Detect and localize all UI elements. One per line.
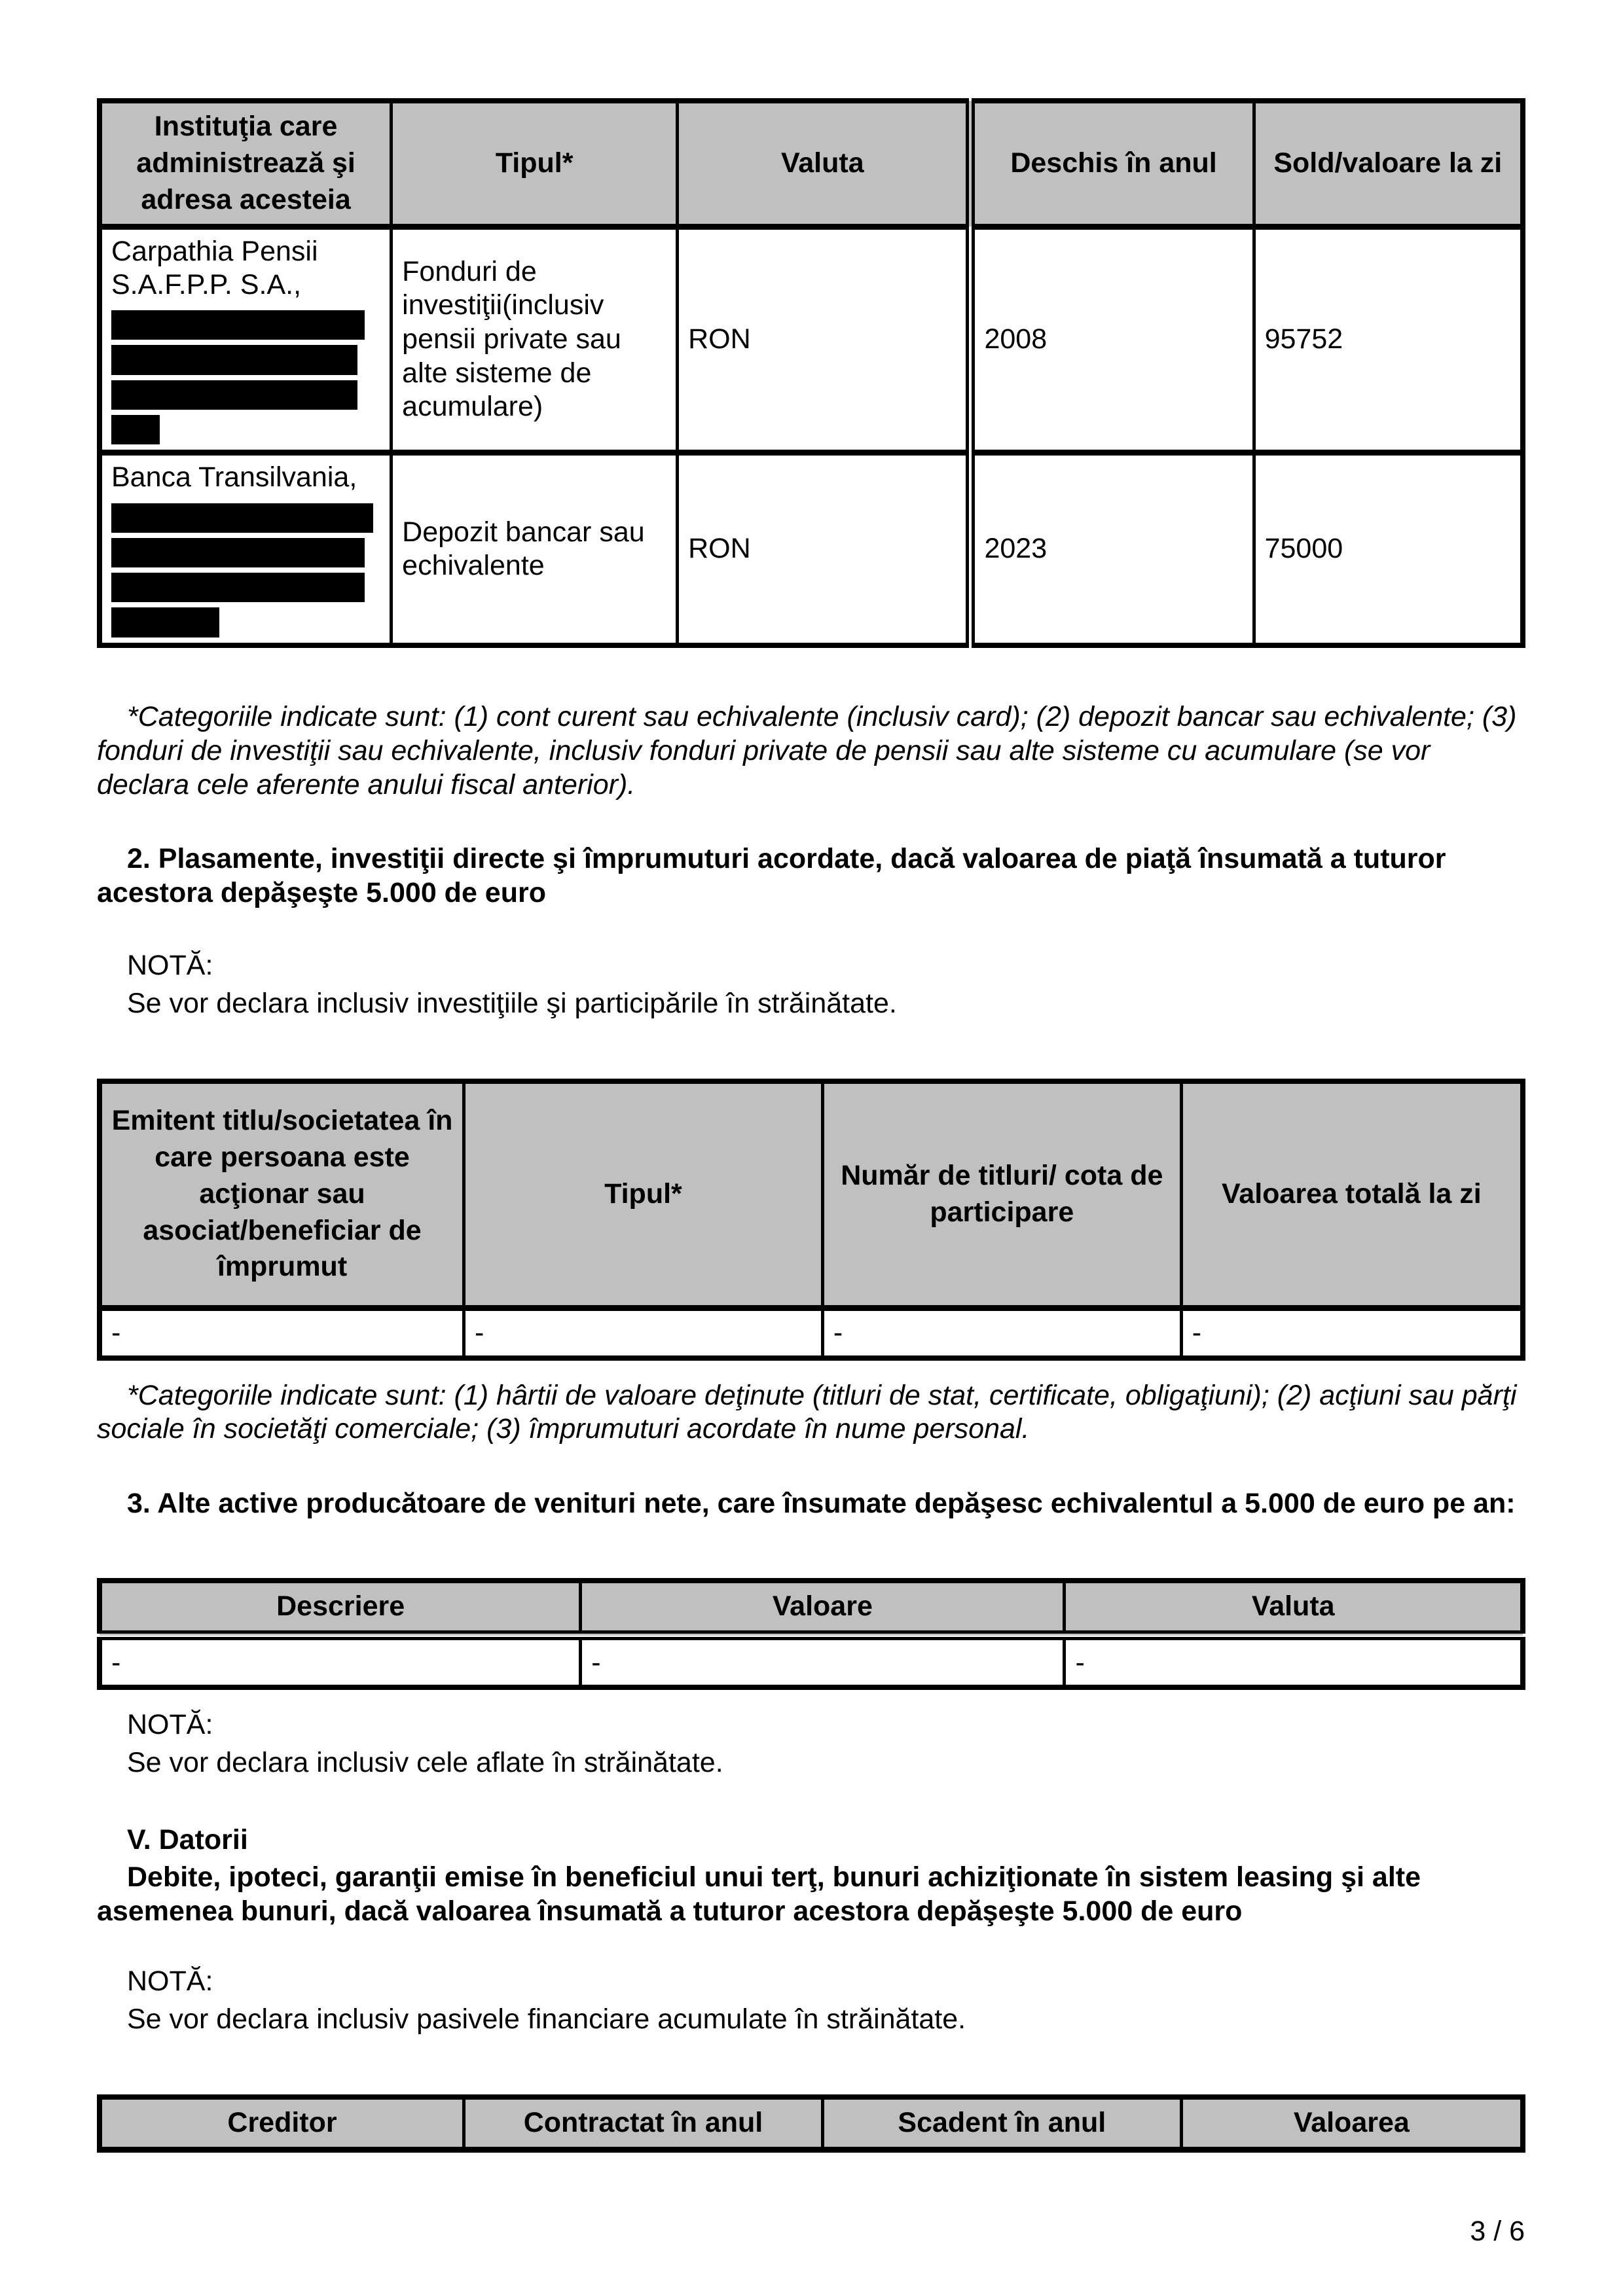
page-indicator: 3 / 6 bbox=[1470, 2215, 1525, 2247]
other-assets-col-currency: Valuta bbox=[1065, 1581, 1523, 1636]
cell-value: - bbox=[581, 1636, 1065, 1688]
section-3-note bbox=[97, 1708, 1525, 1780]
cell-currency: - bbox=[1065, 1636, 1523, 1688]
other-assets-table bbox=[97, 1578, 1525, 1690]
cell-institution bbox=[100, 452, 392, 645]
accounts-col-type: Tipul* bbox=[392, 101, 678, 226]
section-5-heading: Debite, ipoteci, garanţii emise în beneficiul unui terţ, bunuri achiziţionate în sistem leasing şi alte asemenea bunuri, dacă valoarea însumată a tuturor acestora depăşeşte 5.000 de euro bbox=[97, 1861, 1421, 1927]
accounts-footnote: *Categoriile indicate sunt: (1) cont curent sau echivalente (inclusiv card); (2) depozit bancar sau echivalente; (3) fonduri de investiţii sau echivalente, inclusiv fonduri private de pensii sau alte sisteme cu acumulare (se vor declara cele aferente anului fiscal anterior). bbox=[97, 701, 1517, 800]
accounts-col-currency: Valuta bbox=[678, 101, 971, 226]
section-5 bbox=[97, 1823, 1525, 1929]
cell-opened-year: 2023 bbox=[970, 452, 1254, 645]
section-5-note bbox=[97, 1965, 1525, 2036]
accounts-table bbox=[97, 98, 1525, 648]
investments-col-total-value: Valoarea totală la zi bbox=[1181, 1081, 1523, 1308]
section-2-heading: 2. Plasamente, investiţii directe şi împrumuturi acordate, dacă valoarea de piaţă însumată a tuturor acestora depăşeşte 5.000 de euro bbox=[97, 843, 1446, 908]
section-2-note bbox=[97, 949, 1525, 1020]
accounts-col-institution: Instituţia care administrează şi adresa acesteia bbox=[100, 101, 392, 226]
redaction-bar bbox=[111, 503, 373, 533]
note-text: Se vor declara inclusiv pasivele financiare acumulate în străinătate. bbox=[127, 2003, 966, 2035]
investments-row-empty bbox=[100, 1308, 1523, 1358]
redaction-bar bbox=[111, 573, 365, 602]
investments-table-header-row bbox=[100, 1081, 1523, 1308]
investments-footnote: *Categoriile indicate sunt: (1) hârtii de valoare deţinute (titluri de stat, certificate, obligaţiuni); (2) acţiuni sau părţi sociale în societăţi comerciale; (3) împrumuturi acordate în nume personal. bbox=[97, 1379, 1517, 1445]
accounts-col-opened-year: Deschis în anul bbox=[970, 101, 1254, 226]
cell-currency: RON bbox=[678, 452, 971, 645]
cell-opened-year: 2008 bbox=[970, 226, 1254, 452]
cell-balance: 95752 bbox=[1254, 226, 1523, 452]
cell-type: - bbox=[464, 1308, 823, 1358]
investments-col-issuer: Emitent titlu/societatea în care persoana este acţionar sau asociat/beneficiar de împrumut bbox=[100, 1081, 464, 1308]
accounts-row-2 bbox=[100, 452, 1523, 645]
cell-type: Fonduri de investiţii(inclusiv pensii private sau alte sisteme de acumulare) bbox=[392, 226, 678, 452]
cell-balance: 75000 bbox=[1254, 452, 1523, 645]
cell-institution bbox=[100, 226, 392, 452]
cell-type: Depozit bancar sau echivalente bbox=[392, 452, 678, 645]
note-label: NOTĂ: bbox=[127, 950, 213, 982]
redaction-bar bbox=[111, 415, 160, 444]
note-text: Se vor declara inclusiv cele aflate în străinătate. bbox=[127, 1746, 723, 1778]
other-assets-header-row bbox=[100, 1581, 1523, 1636]
debts-table bbox=[97, 2094, 1525, 2153]
section-3-heading: 3. Alte active producătoare de venituri nete, care însumate depăşesc echivalentul a 5.000 de euro pe an: bbox=[127, 1487, 1516, 1519]
institution-name: Carpathia Pensii S.A.F.P.P. S.A., bbox=[111, 235, 318, 301]
other-assets-col-description: Descriere bbox=[100, 1581, 581, 1636]
debts-col-due-year: Scadent în anul bbox=[822, 2097, 1181, 2150]
investments-table bbox=[97, 1079, 1525, 1361]
redaction-bar bbox=[111, 538, 365, 567]
institution-name: Banca Transilvania, bbox=[111, 461, 357, 493]
redaction-bar bbox=[111, 380, 357, 410]
other-assets-col-value: Valoare bbox=[581, 1581, 1065, 1636]
redaction-bar bbox=[111, 345, 357, 375]
redaction-bar bbox=[111, 607, 219, 637]
debts-table-header-row bbox=[100, 2097, 1523, 2150]
cell-titles: - bbox=[822, 1308, 1181, 1358]
note-label: NOTĂ: bbox=[127, 1709, 213, 1741]
accounts-table-header-row bbox=[100, 101, 1523, 226]
redaction-bar bbox=[111, 310, 365, 340]
cell-issuer: - bbox=[100, 1308, 464, 1358]
cell-description: - bbox=[100, 1636, 581, 1688]
debts-col-creditor: Creditor bbox=[100, 2097, 464, 2150]
cell-total-value: - bbox=[1181, 1308, 1523, 1358]
note-text: Se vor declara inclusiv investiţiile şi participările în străinătate. bbox=[127, 988, 897, 1020]
investments-col-titles: Număr de titluri/ cota de participare bbox=[822, 1081, 1181, 1308]
section-5-title: V. Datorii bbox=[127, 1823, 248, 1856]
debts-col-value: Valoarea bbox=[1181, 2097, 1523, 2150]
investments-col-type: Tipul* bbox=[464, 1081, 823, 1308]
debts-col-contracted-year: Contractat în anul bbox=[464, 2097, 823, 2150]
cell-currency: RON bbox=[678, 226, 971, 452]
other-assets-row-empty bbox=[100, 1636, 1523, 1688]
note-label: NOTĂ: bbox=[127, 1965, 213, 1998]
accounts-row-1 bbox=[100, 226, 1523, 452]
accounts-col-balance: Sold/valoare la zi bbox=[1254, 101, 1523, 226]
